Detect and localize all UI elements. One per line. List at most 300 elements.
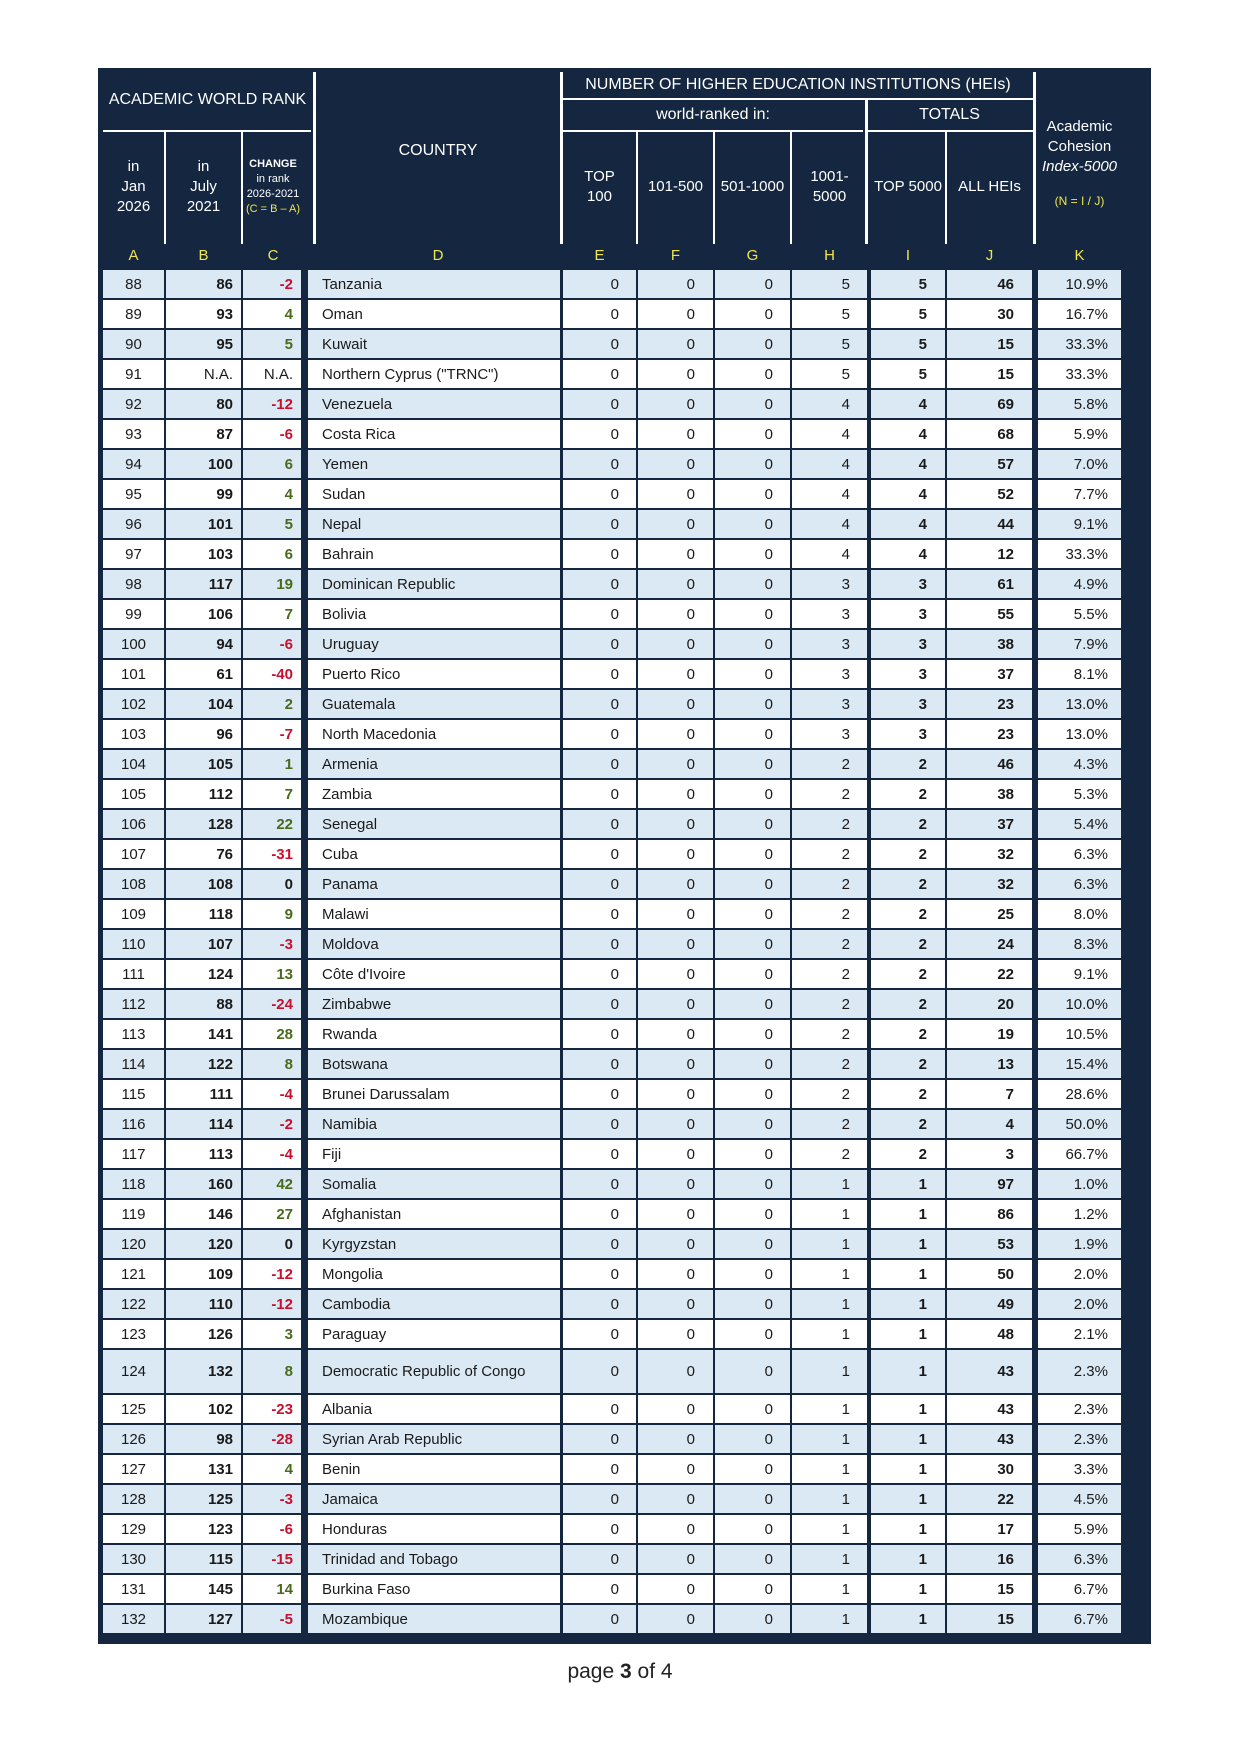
table-row [103, 1425, 1146, 1453]
cell-top-501-1000: 0 [715, 690, 790, 718]
cell-top-501-1000: 0 [715, 270, 790, 298]
cell-rank-change: 7 [243, 600, 301, 628]
table-row [103, 1455, 1146, 1483]
cell-top-101-500: 0 [638, 1485, 713, 1513]
cell-country: Brunei Darussalam [308, 1080, 560, 1108]
cell-country: Somalia [308, 1170, 560, 1198]
cell-country: Dominican Republic [308, 570, 560, 598]
cell-total-top-5000: 1 [871, 1485, 945, 1513]
cell-rank-july-2021: 128 [166, 810, 241, 838]
cell-top-101-500: 0 [638, 1050, 713, 1078]
cell-top-501-1000: 0 [715, 360, 790, 388]
cell-top-1001-5000: 1 [792, 1260, 867, 1288]
cell-rank-jan-2026: 95 [103, 480, 164, 508]
cell-total-top-5000: 3 [871, 690, 945, 718]
cell-cohesion-index: 4.5% [1038, 1485, 1121, 1513]
cell-country: Tanzania [308, 270, 560, 298]
cell-total-top-5000: 4 [871, 420, 945, 448]
table-row [103, 1515, 1146, 1543]
table-row [103, 540, 1146, 568]
cell-rank-july-2021: 95 [166, 330, 241, 358]
cell-total-all-heis: 61 [947, 570, 1032, 598]
column-letter-i: I [905, 246, 911, 264]
cell-country: Senegal [308, 810, 560, 838]
cell-rank-jan-2026: 124 [103, 1350, 164, 1393]
cell-rank-change: 3 [243, 1320, 301, 1348]
cell-rank-change: -40 [243, 660, 301, 688]
cell-total-all-heis: 24 [947, 930, 1032, 958]
cell-top-501-1000: 0 [715, 780, 790, 808]
cell-total-all-heis: 37 [947, 660, 1032, 688]
cell-top-101-500: 0 [638, 1140, 713, 1168]
table-row [103, 1575, 1146, 1603]
cell-country: Venezuela [308, 390, 560, 418]
cell-top-1001-5000: 5 [792, 360, 867, 388]
cell-rank-change: 6 [243, 450, 301, 478]
cell-total-top-5000: 1 [871, 1200, 945, 1228]
cell-country: Kuwait [308, 330, 560, 358]
header-col-k [1038, 88, 1121, 238]
column-letter-h: H [824, 246, 835, 264]
cell-rank-jan-2026: 100 [103, 630, 164, 658]
cell-top-501-1000: 0 [715, 1395, 790, 1423]
cell-top-101-500: 0 [638, 900, 713, 928]
cell-rank-july-2021: 111 [166, 1080, 241, 1108]
cell-top-501-1000: 0 [715, 540, 790, 568]
cell-total-top-5000: 3 [871, 570, 945, 598]
cell-total-top-5000: 4 [871, 480, 945, 508]
table-row [103, 840, 1146, 868]
cell-cohesion-index: 6.3% [1038, 1545, 1121, 1573]
cell-top-501-1000: 0 [715, 600, 790, 628]
cell-rank-jan-2026: 121 [103, 1260, 164, 1288]
cell-top-1001-5000: 1 [792, 1545, 867, 1573]
cell-top-100: 0 [563, 930, 636, 958]
cell-total-all-heis: 17 [947, 1515, 1032, 1543]
cell-top-501-1000: 0 [715, 720, 790, 748]
cell-country: Burkina Faso [308, 1575, 560, 1603]
column-letter-k: K [1074, 246, 1085, 264]
header-col-e: TOP 100 [584, 167, 615, 205]
cell-rank-jan-2026: 89 [103, 300, 164, 328]
cell-total-all-heis: 38 [947, 780, 1032, 808]
cell-top-101-500: 0 [638, 690, 713, 718]
cell-rank-july-2021: 103 [166, 540, 241, 568]
cell-country: Syrian Arab Republic [308, 1425, 560, 1453]
cell-top-100: 0 [563, 1455, 636, 1483]
cell-top-1001-5000: 5 [792, 300, 867, 328]
cell-rank-july-2021: 96 [166, 720, 241, 748]
table-row [103, 360, 1146, 388]
cell-top-501-1000: 0 [715, 1140, 790, 1168]
header-col-c [243, 132, 303, 242]
cell-top-1001-5000: 1 [792, 1485, 867, 1513]
cell-cohesion-index: 8.0% [1038, 900, 1121, 928]
cell-total-all-heis: 23 [947, 720, 1032, 748]
cell-top-100: 0 [563, 780, 636, 808]
cell-country: Sudan [308, 480, 560, 508]
table-row [103, 510, 1146, 538]
cell-cohesion-index: 4.3% [1038, 750, 1121, 778]
cell-cohesion-index: 5.5% [1038, 600, 1121, 628]
cell-rank-july-2021: 87 [166, 420, 241, 448]
cell-cohesion-index: 1.9% [1038, 1230, 1121, 1258]
cell-country: Uruguay [308, 630, 560, 658]
cell-top-101-500: 0 [638, 1260, 713, 1288]
cell-rank-jan-2026: 108 [103, 870, 164, 898]
cell-top-501-1000: 0 [715, 480, 790, 508]
cell-total-all-heis: 4 [947, 1110, 1032, 1138]
header-world-ranked: world-ranked in: [656, 106, 770, 124]
cell-total-all-heis: 25 [947, 900, 1032, 928]
cell-country: Cambodia [308, 1290, 560, 1318]
cell-total-all-heis: 15 [947, 1575, 1032, 1603]
cell-country: Zambia [308, 780, 560, 808]
table-row [103, 1260, 1146, 1288]
cell-rank-july-2021: N.A. [166, 360, 241, 388]
table-row [103, 1080, 1146, 1108]
cell-rank-july-2021: 146 [166, 1200, 241, 1228]
cell-top-501-1000: 0 [715, 390, 790, 418]
cell-top-501-1000: 0 [715, 1290, 790, 1318]
cell-top-100: 0 [563, 1050, 636, 1078]
cell-rank-change: -3 [243, 930, 301, 958]
cell-total-top-5000: 1 [871, 1260, 945, 1288]
cell-top-100: 0 [563, 1170, 636, 1198]
column-letter-j: J [985, 246, 994, 264]
cell-country: Afghanistan [308, 1200, 560, 1228]
header-col-k-line2: Cohesion [1047, 137, 1112, 155]
cell-top-1001-5000: 1 [792, 1395, 867, 1423]
cell-rank-jan-2026: 97 [103, 540, 164, 568]
cell-top-501-1000: 0 [715, 630, 790, 658]
cell-top-1001-5000: 1 [792, 1425, 867, 1453]
cell-top-100: 0 [563, 390, 636, 418]
cell-top-100: 0 [563, 840, 636, 868]
cell-rank-july-2021: 141 [166, 1020, 241, 1048]
cell-top-1001-5000: 3 [792, 600, 867, 628]
table-row [103, 1350, 1146, 1393]
cell-rank-july-2021: 80 [166, 390, 241, 418]
cell-top-1001-5000: 1 [792, 1320, 867, 1348]
header-divider [164, 132, 166, 244]
cell-rank-jan-2026: 120 [103, 1230, 164, 1258]
cell-top-1001-5000: 1 [792, 1575, 867, 1603]
cell-rank-change: 5 [243, 510, 301, 538]
cell-top-100: 0 [563, 1545, 636, 1573]
cell-top-501-1000: 0 [715, 1320, 790, 1348]
cell-top-1001-5000: 1 [792, 1290, 867, 1318]
cell-rank-jan-2026: 110 [103, 930, 164, 958]
cell-rank-change: -15 [243, 1545, 301, 1573]
cell-cohesion-index: 4.9% [1038, 570, 1121, 598]
cell-total-top-5000: 1 [871, 1290, 945, 1318]
cell-total-top-5000: 4 [871, 390, 945, 418]
cell-top-1001-5000: 2 [792, 930, 867, 958]
cell-total-top-5000: 5 [871, 300, 945, 328]
cell-top-101-500: 0 [638, 960, 713, 988]
table-row [103, 1110, 1146, 1138]
cell-rank-jan-2026: 88 [103, 270, 164, 298]
cell-top-501-1000: 0 [715, 1080, 790, 1108]
cell-top-101-500: 0 [638, 330, 713, 358]
cell-top-101-500: 0 [638, 720, 713, 748]
cell-top-501-1000: 0 [715, 990, 790, 1018]
ranking-table [98, 68, 1151, 1644]
cell-total-top-5000: 2 [871, 780, 945, 808]
cell-rank-jan-2026: 127 [103, 1455, 164, 1483]
cell-top-100: 0 [563, 1395, 636, 1423]
cell-cohesion-index: 1.0% [1038, 1170, 1121, 1198]
cell-top-100: 0 [563, 1230, 636, 1258]
cell-top-501-1000: 0 [715, 810, 790, 838]
cell-cohesion-index: 16.7% [1038, 300, 1121, 328]
cell-rank-change: -2 [243, 1110, 301, 1138]
cell-top-501-1000: 0 [715, 1605, 790, 1633]
cell-country: Namibia [308, 1110, 560, 1138]
cell-rank-jan-2026: 125 [103, 1395, 164, 1423]
table-row [103, 1290, 1146, 1318]
cell-cohesion-index: 6.3% [1038, 840, 1121, 868]
cell-rank-july-2021: 160 [166, 1170, 241, 1198]
cell-top-100: 0 [563, 1140, 636, 1168]
cell-rank-july-2021: 131 [166, 1455, 241, 1483]
footer-prefix: page [567, 1660, 620, 1683]
cell-cohesion-index: 7.0% [1038, 450, 1121, 478]
cell-total-top-5000: 1 [871, 1170, 945, 1198]
table-row [103, 390, 1146, 418]
cell-rank-jan-2026: 114 [103, 1050, 164, 1078]
cell-rank-change: 2 [243, 690, 301, 718]
cell-total-top-5000: 5 [871, 330, 945, 358]
cell-rank-july-2021: 108 [166, 870, 241, 898]
cell-rank-change: 42 [243, 1170, 301, 1198]
cell-rank-jan-2026: 112 [103, 990, 164, 1018]
column-letter-f: F [670, 246, 681, 264]
footer-current-page: 3 [620, 1660, 632, 1683]
cell-top-501-1000: 0 [715, 900, 790, 928]
cell-top-1001-5000: 3 [792, 720, 867, 748]
table-row [103, 870, 1146, 898]
table-row [103, 1200, 1146, 1228]
cell-top-101-500: 0 [638, 1605, 713, 1633]
cell-rank-change: N.A. [243, 360, 301, 388]
cell-total-all-heis: 15 [947, 1605, 1032, 1633]
cell-cohesion-index: 6.3% [1038, 870, 1121, 898]
cell-top-101-500: 0 [638, 480, 713, 508]
cell-rank-change: 22 [243, 810, 301, 838]
cell-top-101-500: 0 [638, 510, 713, 538]
cell-rank-july-2021: 132 [166, 1350, 241, 1393]
cell-top-101-500: 0 [638, 270, 713, 298]
cell-total-top-5000: 4 [871, 540, 945, 568]
cell-total-all-heis: 43 [947, 1350, 1032, 1393]
cell-top-101-500: 0 [638, 1545, 713, 1573]
cell-top-1001-5000: 4 [792, 420, 867, 448]
cell-rank-change: 6 [243, 540, 301, 568]
cell-total-all-heis: 50 [947, 1260, 1032, 1288]
table-row [103, 810, 1146, 838]
cell-top-1001-5000: 2 [792, 1080, 867, 1108]
cell-top-100: 0 [563, 480, 636, 508]
cell-total-all-heis: 49 [947, 1290, 1032, 1318]
cell-top-101-500: 0 [638, 870, 713, 898]
cell-total-top-5000: 2 [871, 810, 945, 838]
cell-rank-change: 0 [243, 870, 301, 898]
cell-top-501-1000: 0 [715, 930, 790, 958]
cell-cohesion-index: 9.1% [1038, 510, 1121, 538]
cell-top-1001-5000: 5 [792, 270, 867, 298]
table-body [103, 270, 1146, 1635]
cell-top-100: 0 [563, 1605, 636, 1633]
cell-total-top-5000: 1 [871, 1515, 945, 1543]
cell-top-1001-5000: 4 [792, 510, 867, 538]
cell-total-top-5000: 2 [871, 1140, 945, 1168]
cell-total-all-heis: 16 [947, 1545, 1032, 1573]
cell-top-1001-5000: 1 [792, 1515, 867, 1543]
header-col-k-line1: Academic [1046, 117, 1113, 135]
cell-total-all-heis: 52 [947, 480, 1032, 508]
cell-total-all-heis: 20 [947, 990, 1032, 1018]
cell-rank-jan-2026: 129 [103, 1515, 164, 1543]
column-letter-e: E [594, 246, 605, 264]
cell-top-100: 0 [563, 1200, 636, 1228]
cell-rank-change: -4 [243, 1140, 301, 1168]
cell-rank-change: -31 [243, 840, 301, 868]
cell-rank-jan-2026: 122 [103, 1290, 164, 1318]
cell-rank-change: 9 [243, 900, 301, 928]
header-academic-world-rank: ACADEMIC WORLD RANK [108, 91, 307, 109]
cell-top-100: 0 [563, 420, 636, 448]
cell-rank-change: -12 [243, 1260, 301, 1288]
cell-rank-july-2021: 98 [166, 1425, 241, 1453]
cell-top-100: 0 [563, 1575, 636, 1603]
cell-top-100: 0 [563, 960, 636, 988]
cell-top-501-1000: 0 [715, 1350, 790, 1393]
cell-cohesion-index: 5.3% [1038, 780, 1121, 808]
cell-top-501-1000: 0 [715, 300, 790, 328]
cell-rank-july-2021: 106 [166, 600, 241, 628]
cell-total-all-heis: 86 [947, 1200, 1032, 1228]
table-row [103, 1230, 1146, 1258]
cell-rank-jan-2026: 90 [103, 330, 164, 358]
page-footer [0, 1660, 1240, 1684]
cell-top-100: 0 [563, 870, 636, 898]
cell-country: Oman [308, 300, 560, 328]
cell-total-top-5000: 1 [871, 1575, 945, 1603]
cell-country: Mongolia [308, 1260, 560, 1288]
cell-cohesion-index: 2.0% [1038, 1290, 1121, 1318]
cell-top-100: 0 [563, 990, 636, 1018]
header-divider [865, 100, 868, 244]
cell-total-top-5000: 2 [871, 990, 945, 1018]
table-row [103, 660, 1146, 688]
cell-rank-july-2021: 93 [166, 300, 241, 328]
cell-total-top-5000: 5 [871, 360, 945, 388]
cell-cohesion-index: 13.0% [1038, 720, 1121, 748]
cell-country: Trinidad and Tobago [308, 1545, 560, 1573]
cell-rank-change: 13 [243, 960, 301, 988]
cell-top-1001-5000: 2 [792, 1020, 867, 1048]
cell-top-1001-5000: 3 [792, 690, 867, 718]
cell-total-top-5000: 1 [871, 1350, 945, 1393]
table-row [103, 720, 1146, 748]
cell-rank-jan-2026: 115 [103, 1080, 164, 1108]
cell-top-100: 0 [563, 1425, 636, 1453]
cell-cohesion-index: 8.3% [1038, 930, 1121, 958]
header-col-g: 501-1000 [720, 177, 785, 195]
cell-rank-jan-2026: 92 [103, 390, 164, 418]
cell-rank-july-2021: 117 [166, 570, 241, 598]
cell-top-1001-5000: 2 [792, 840, 867, 868]
cell-top-501-1000: 0 [715, 330, 790, 358]
cell-top-501-1000: 0 [715, 1170, 790, 1198]
cell-rank-july-2021: 123 [166, 1515, 241, 1543]
cell-total-all-heis: 19 [947, 1020, 1032, 1048]
cell-top-1001-5000: 2 [792, 990, 867, 1018]
cell-top-100: 0 [563, 750, 636, 778]
cell-top-101-500: 0 [638, 1425, 713, 1453]
cell-top-100: 0 [563, 270, 636, 298]
cell-top-101-500: 0 [638, 840, 713, 868]
cell-rank-jan-2026: 103 [103, 720, 164, 748]
header-divider [560, 72, 563, 244]
cell-total-all-heis: 22 [947, 960, 1032, 988]
cell-cohesion-index: 33.3% [1038, 360, 1121, 388]
cell-top-100: 0 [563, 900, 636, 928]
cell-top-100: 0 [563, 630, 636, 658]
cell-total-all-heis: 68 [947, 420, 1032, 448]
cell-top-100: 0 [563, 540, 636, 568]
cell-top-1001-5000: 4 [792, 450, 867, 478]
cell-top-100: 0 [563, 1110, 636, 1138]
cell-rank-change: -23 [243, 1395, 301, 1423]
cell-top-501-1000: 0 [715, 1485, 790, 1513]
cell-top-1001-5000: 2 [792, 750, 867, 778]
cell-total-all-heis: 43 [947, 1395, 1032, 1423]
cell-rank-change: 1 [243, 750, 301, 778]
cell-cohesion-index: 2.3% [1038, 1425, 1121, 1453]
cell-total-top-5000: 2 [871, 960, 945, 988]
table-row [103, 900, 1146, 928]
column-letter-c: C [267, 246, 279, 264]
cell-country: Moldova [308, 930, 560, 958]
cell-total-top-5000: 2 [871, 930, 945, 958]
cell-top-501-1000: 0 [715, 570, 790, 598]
cell-rank-july-2021: 115 [166, 1545, 241, 1573]
header-totals: TOTALS [919, 106, 980, 124]
cell-rank-jan-2026: 99 [103, 600, 164, 628]
cell-total-top-5000: 2 [871, 840, 945, 868]
header-col-c-formula: (C = B – A) [245, 202, 301, 215]
cell-top-501-1000: 0 [715, 1575, 790, 1603]
cell-top-501-1000: 0 [715, 750, 790, 778]
cell-top-101-500: 0 [638, 1395, 713, 1423]
cell-top-101-500: 0 [638, 750, 713, 778]
cell-top-101-500: 0 [638, 1200, 713, 1228]
cell-top-101-500: 0 [638, 930, 713, 958]
cell-rank-change: 28 [243, 1020, 301, 1048]
cell-total-top-5000: 3 [871, 720, 945, 748]
cell-rank-july-2021: 86 [166, 270, 241, 298]
cell-top-101-500: 0 [638, 1080, 713, 1108]
cell-cohesion-index: 3.3% [1038, 1455, 1121, 1483]
cell-rank-jan-2026: 93 [103, 420, 164, 448]
cell-country: Côte d'Ivoire [308, 960, 560, 988]
cell-rank-jan-2026: 126 [103, 1425, 164, 1453]
cell-top-501-1000: 0 [715, 510, 790, 538]
cell-country: Benin [308, 1455, 560, 1483]
